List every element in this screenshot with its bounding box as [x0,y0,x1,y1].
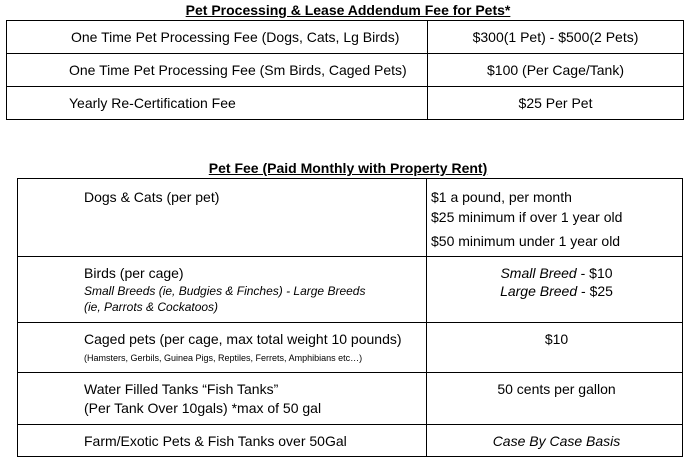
birds-value-cell [427,257,683,323]
table-row [18,373,683,425]
table-row [18,179,683,257]
small-breed-amount: - $10 [576,265,613,281]
birds-label-cell [18,257,427,323]
fee-label: One Time Pet Processing Fee (Dogs, Cats, Lg Birds) [71,29,400,45]
fee-value-cell: $100 (Per Cage/Tank) [428,54,684,87]
water-tank-label: Water Filled Tanks “Fish Tanks” [84,381,279,397]
farm-exotic-price: Case By Case Basis [492,432,621,449]
farm-exotic-value-cell [427,425,683,457]
fee-label: One Time Pet Processing Fee (Sm Birds, Caged Pets) [69,62,407,78]
birds-label: Birds (per cage) [84,265,184,281]
fee-label: Yearly Re-Certification Fee [69,95,236,111]
table-row [18,323,683,373]
caged-price: $10 [544,331,569,347]
farm-exotic-label: Farm/Exotic Pets & Fish Tanks over 50Gal [84,432,347,449]
table-row [18,425,683,457]
fee-label-cell [7,21,428,54]
dogs-cats-value-cell [427,179,683,257]
fee-value-cell: $300(1 Pet) - $500(2 Pets) [428,21,684,54]
table-row [7,54,684,87]
caged-examples: (Hamsters, Gerbils, Guinea Pigs, Reptiles, Ferrets, Amphibians etc…) [84,353,363,363]
farm-exotic-label-cell [18,425,427,457]
monthly-fee-table [17,178,683,457]
water-tank-label-cell [18,373,427,425]
processing-fee-table [6,20,684,120]
fee-label-cell [7,54,428,87]
fee-label-cell [7,87,428,120]
caged-value-cell [427,323,683,373]
large-breed-label: Large Breed [500,283,578,299]
small-breed-label: Small Breed [500,265,577,281]
table-row [18,257,683,323]
fee-value-cell: $25 Per Pet [428,87,684,120]
water-tank-value-cell [427,373,683,425]
birds-breeds-note: Small Breeds (ie, Budgies & Finches) - Large Breeds [84,284,366,298]
dogs-cats-label: Dogs & Cats (per pet) [84,189,220,205]
monthly-fee-heading: Pet Fee (Paid Monthly with Property Rent) [208,160,488,176]
water-tank-note: (Per Tank Over 10gals) *max of 50 gal [84,400,322,416]
table-row [7,87,684,120]
large-breed-amount: - $25 [577,283,613,299]
large-breed-price [431,281,682,299]
caged-label-cell [18,323,427,373]
dogs-cats-rate: $1 a pound, per month [431,189,572,205]
dogs-cats-label-cell [18,179,427,257]
birds-breeds-examples: (ie, Parrots & Cockatoos) [84,300,219,314]
caged-label: Caged pets (per cage, max total weight 10 pounds) [84,331,402,347]
water-tank-price: 50 cents per gallon [497,381,616,397]
dogs-cats-min-under-year: $50 minimum under 1 year old [431,233,621,249]
processing-fee-heading: Pet Processing & Lease Addendum Fee for Pets* [185,2,511,18]
dogs-cats-min-over-year: $25 minimum if over 1 year old [431,209,623,225]
table-row [7,21,684,54]
small-breed-price [431,265,682,281]
